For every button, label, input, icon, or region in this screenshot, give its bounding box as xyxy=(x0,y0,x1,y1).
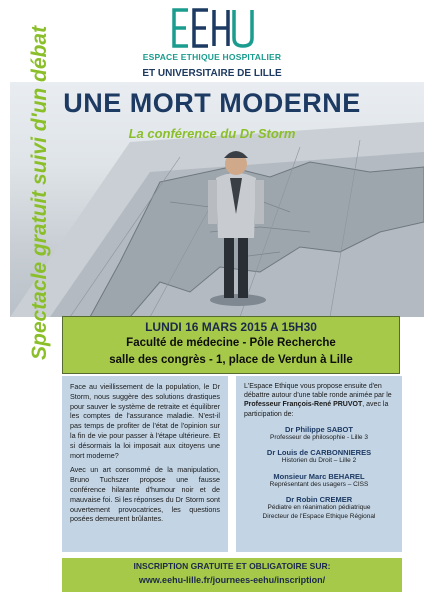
speaker-item xyxy=(244,472,394,490)
event-date: LUNDI 16 MARS 2015 A 15H30 xyxy=(145,320,317,334)
description-paragraph-1: Face au vieillissement de la population, le Dr Storm, nous suggère des solutions drastiques pour sauver le système de retraite et équilibrer les comptes de l'assurance maladie. N'est-il pas temps de profiter de l'état de l'opinion sur la fin de vie pour passer à l'étape ultérieure. Et si désormais la loi imposait aux citoyens une mort moderne? xyxy=(70,382,220,460)
speaker-role: Pédiatre en réanimation pédiatrique xyxy=(267,504,371,512)
speaker-name: Monsieur Marc BEHAREL xyxy=(273,471,365,481)
registration-label: INSCRIPTION GRATUITE ET OBLIGATOIRE SUR: xyxy=(133,561,331,571)
venue-line1: Faculté de médecine - Pôle Recherche xyxy=(126,337,336,349)
description-paragraph-2: Avec un art consommé de la manipulation, Bruno Tuchszer propose une fausse conférence hilarante d'humour noir et de mauvaise foi. Si les réponses du Dr Storm sont ouvertement provocatrices, les questions posées demeurent brûlantes. xyxy=(70,465,220,524)
poster-title: UNE MORT MODERNE xyxy=(63,88,361,118)
description-column xyxy=(62,376,228,552)
speaker-role-secondary: Directeur de l'Espace Ethique Régional xyxy=(262,512,376,520)
speaker-item xyxy=(244,425,394,443)
moderator-name: Professeur François-René PRUVOT xyxy=(244,401,363,409)
speaker-item xyxy=(244,448,394,466)
venue-line2: salle des congrès - 1, place de Verdun à Lille xyxy=(109,354,353,366)
side-banner-text: Spectacle gratuit suivi d'un débat xyxy=(28,25,51,360)
registration-footer xyxy=(62,558,402,592)
speaker-item xyxy=(244,495,394,521)
registration-url[interactable]: www.eehu-lille.fr/journees-eehu/inscription/ xyxy=(138,575,326,585)
speaker-role: Représentant des usagers – CISS xyxy=(269,480,369,488)
speaker-name: Dr Louis de CARBONNIERES xyxy=(266,448,372,458)
speaker-role: Historien du Droit – Lille 2 xyxy=(281,457,357,465)
speaker-role: Professeur de philosophie - Lille 3 xyxy=(270,433,368,441)
org-name-line1: ESPACE ETHIQUE HOSPITALIER xyxy=(142,52,282,62)
debate-intro: L'Espace Ethique vous propose ensuite d'en débattre autour d'une table ronde animée par le Professeur François-René PRUVOT, avec la participation de: xyxy=(244,383,392,418)
poster-subtitle: La conférence du Dr Storm xyxy=(128,126,296,141)
org-name-line2: ET UNIVERSITAIRE DE LILLE xyxy=(142,68,282,79)
eehu-logo xyxy=(168,6,258,50)
speaker-name: Dr Philippe SABOT xyxy=(285,424,353,434)
debate-column xyxy=(236,376,402,552)
speaker-name: Dr Robin CREMER xyxy=(285,495,353,505)
event-info-box xyxy=(62,316,400,374)
